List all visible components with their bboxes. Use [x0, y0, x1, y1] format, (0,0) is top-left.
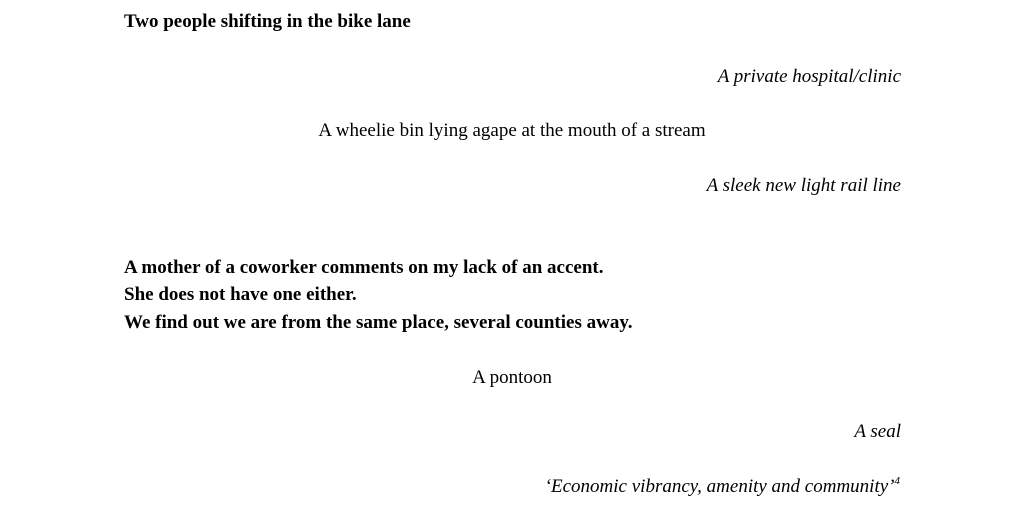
- footnote-marker: 4: [894, 474, 900, 487]
- quote-text: ‘Economic vibrancy, amenity and community’: [544, 476, 895, 497]
- poem-line-pontoon: A pontoon: [472, 367, 552, 388]
- poem-line-hospital: A private hospital/clinic: [717, 66, 901, 87]
- poem-line-light-rail: A sleek new light rail line: [706, 175, 901, 196]
- stanza-line: She does not have one either.: [124, 284, 357, 305]
- poem-line-seal: A seal: [854, 421, 901, 442]
- stanza-line: We find out we are from the same place, several counties away.: [124, 312, 633, 333]
- stanza-line: A mother of a coworker comments on my lack of an accent.: [124, 257, 604, 278]
- poem-quote: [545, 473, 900, 500]
- poem-line-bike-lane: Two people shifting in the bike lane: [124, 11, 411, 32]
- poem-line-wheelie-bin: A wheelie bin lying agape at the mouth of a stream: [318, 120, 706, 141]
